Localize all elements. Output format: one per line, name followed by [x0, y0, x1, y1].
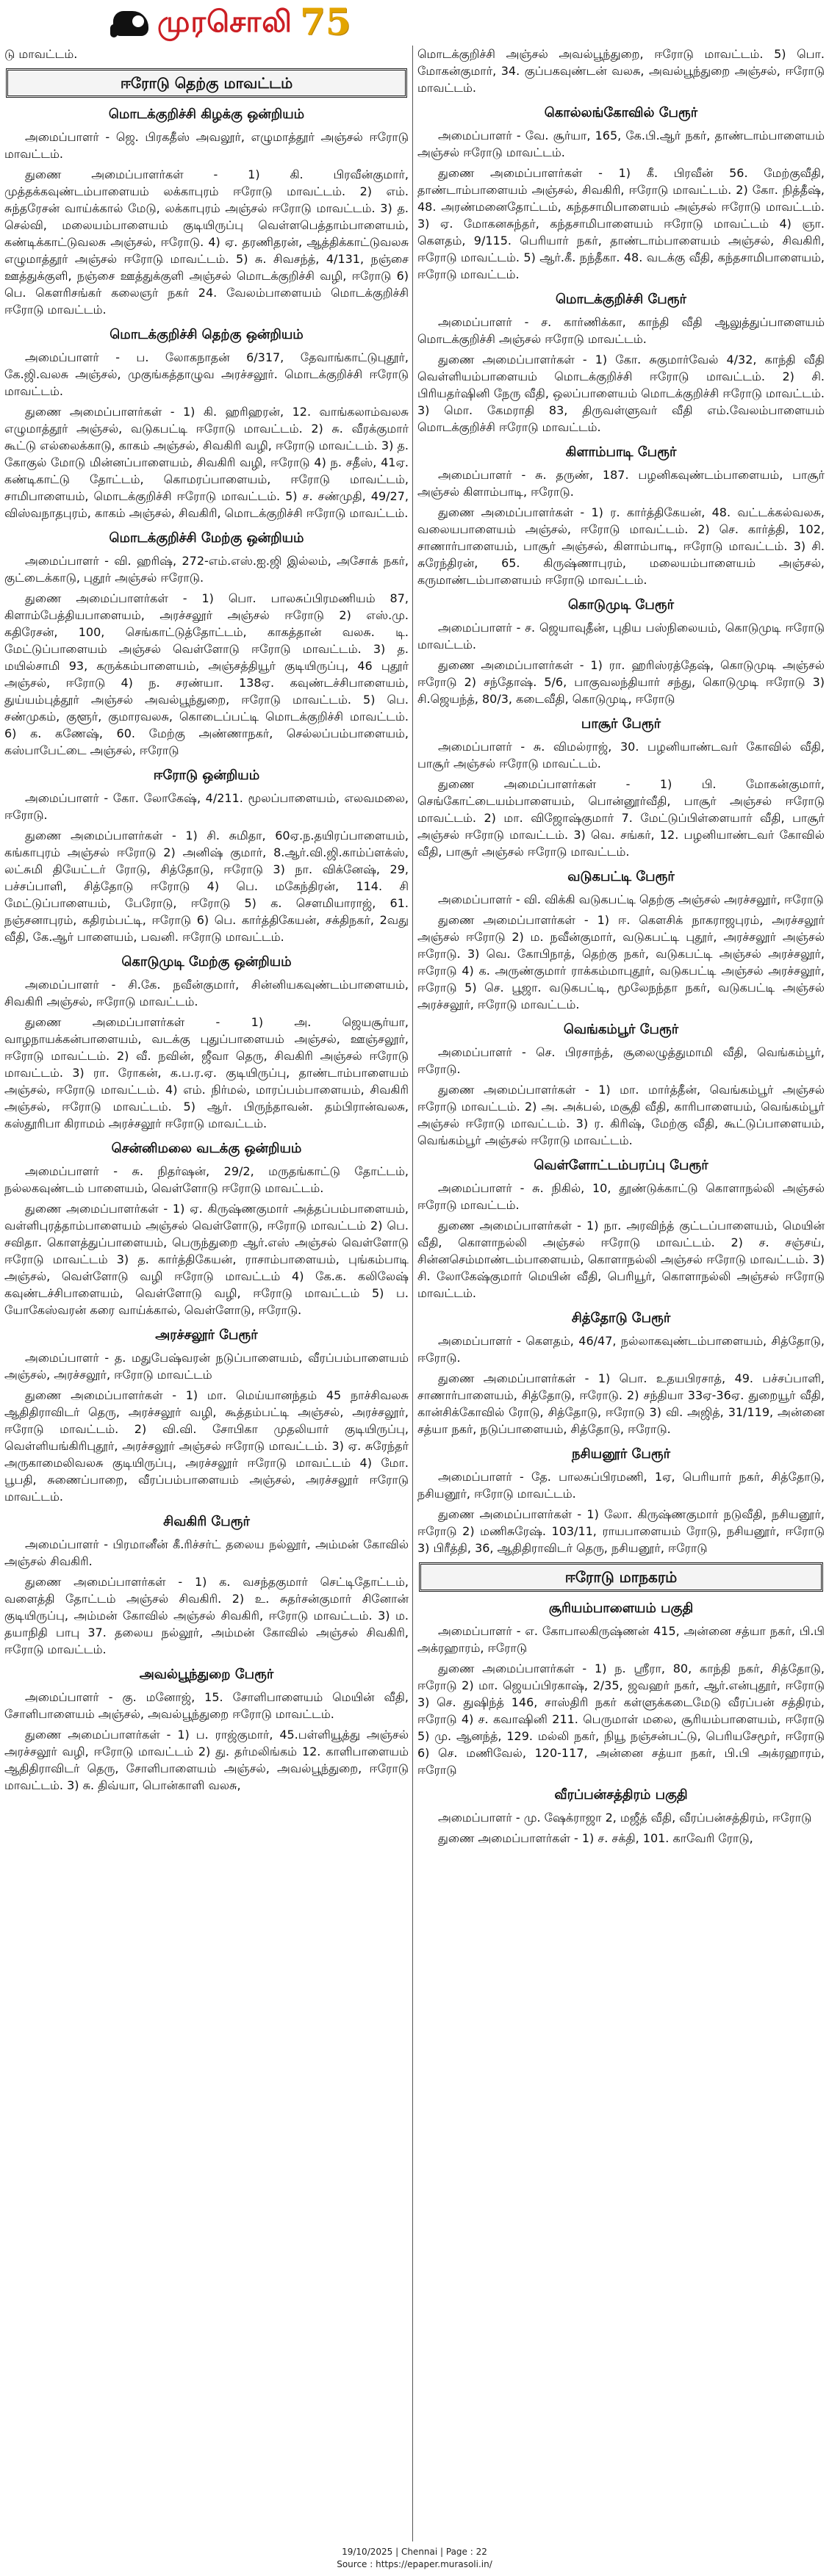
section-heading: மொடக்குறிச்சி கிழக்கு ஒன்றியம் — [108, 107, 305, 122]
member-paragraph: அமைப்பாளர் - ச. கார்ணிக்கா, காந்தி வீதி ஆலுத்துப்பாளையம் மொடக்குறிச்சி அஞ்சல் ஈரோடு மாவட்டம். — [417, 315, 825, 346]
newspaper-logo — [110, 1, 522, 43]
district-heading-box: ஈரோடு தெற்கு மாவட்டம் — [6, 68, 407, 98]
member-paragraph: துணை அமைப்பாளர்கள் - 1) ஏ. கிருஷ்ணகுமார் அத்தப்பம்பாளையம், வள்ளிபுரத்தாம்பாளையம் அஞ்சல் வெள்ளோடு, ஈரோடு மாவட்டம் 2) பெ. சவிதா. கொளத்துப்பாளையம், பெருந்துறை ஆர்.எஸ் அஞ்சல் வெள்ளோடு ஈரோடு மாவட்டம் 3) த. கார்த்திகேயன், ராசாம்பாளையம், புங்கம்பாடி அஞ்சல், வெள்ளோடு வழி ஈரோடு மாவட்டம் 4) கே.க. கலிலேஷ் கவுண்டச்சிபாளையம், வெள்ளோடு வழி, ஈரோடு மாவட்டம் 5) ப. யோகேஸ்வரன் கரை வாய்க்கால், வெள்ளோடு, ஈரோடு. — [4, 1202, 409, 1317]
member-paragraph: துணை அமைப்பாளர்கள் - 1) ச. சக்தி, 101. காவேரி ரோடு, — [438, 1831, 753, 1845]
member-paragraph: அமைப்பாளர் - வி. ஹரிஷ், 272-எம்.எஸ்.ஐ.ஜி இல்லம், அசோக் நகர், குட்டைக்காடு, புதூர் அஞ்சல் ஈரோடு. — [4, 554, 409, 585]
member-paragraph: துணை அமைப்பாளர்கள் - 1) ப. ராஜ்குமார், 45.பள்ளியூத்து அஞ்சல் அரச்சலூர் வழி, ஈரோடு மாவட்டம் 2) து. தர்மலிங்கம் 12. காளிபாளையம் ஆதிதிராவிடர் தெரு, சோளிபாளையம் அஞ்சல், அவல்பூந்துறை, ஈரோடு மாவட்டம். 3) சு. திவ்யா, பொன்காளி வலசு, — [4, 1728, 409, 1792]
section-heading: சிவகிரி பேரூர் — [163, 1514, 250, 1529]
page-footer — [0, 2546, 829, 2574]
section-heading: மொடக்குறிச்சி பேரூர் — [556, 292, 686, 307]
member-paragraph: அமைப்பாளர் - சு. நிகில், 10, தூண்டுக்காட்டு கொளாநல்லி அஞ்சல் ஈரோடு மாவட்டம். — [417, 1181, 825, 1212]
member-paragraph: அமைப்பாளர் - கு. மனோஜ், 15. சோளிபாளையம் மெயின் வீதி, சோளிபாளையம் அஞ்சல், அவல்பூந்துறை ஈரோடு மாவட்டம். — [4, 1690, 409, 1721]
member-paragraph: துணை அமைப்பாளர்கள் - 1) மா. மார்த்தீன், வெங்கம்பூர் அஞ்சல் ஈரோடு மாவட்டம். 2) அ. அக்பல், மசூதி வீதி, காரிபாளையம், வெங்கம்பூர் அஞ்சல் ஈரோடு மாவட்டம். 3) ர. கிரிஷ், மேற்கு வீதி, கூட்டுப்பாளையம், வெங்கம்பூர் அஞ்சல் ஈரோடு மாவட்டம். — [417, 1083, 825, 1147]
member-paragraph: துணை அமைப்பாளர்கள் - 1) நா. அரவிந்த் குட்டப்பாளையம், மெயின் வீதி, கொளாநல்லி அஞ்சல் ஈரோடு மாவட்டம். 2) ச. சஞ்சய், சின்னசெம்மாண்டம்பாளையம், கொளாநல்லி அஞ்சல் ஈரோடு மாவட்டம். 3) சி. லோகேஷ்குமார் மெயின் வீதி, பெரியூர், கொளாநல்லி அஞ்சல் ஈரோடு மாவட்டம். — [417, 1219, 825, 1300]
member-paragraph: துணை அமைப்பாளர்கள் - 1) ஈ. கௌசிக் நாகராஜபுரம், அரச்சலூர் அஞ்சல் ஈரோடு 2) ம. நவீன்குமார், வடுகபட்டி புதூர், அரச்சலூர் அஞ்சல் ஈரோடு. 3) வெ. கோபிநாத், தெற்கு நகர், வடுகபட்டி அஞ்சல் அரச்சலூர், ஈரோடு 4) க. அருண்குமார் ராக்கம்மாபுதூர், வடுகபட்டி அஞ்சல் அரச்சலூர், ஈரோடு 5) செ. பூஜா. வடுகபட்டி, மூலேநந்தா நகர், வடுகபட்டி அஞ்சல் அரச்சலூர், ஈரோடு மாவட்டம். — [417, 913, 825, 1011]
section-heading: நசியனூர் பேரூர் — [571, 1446, 670, 1462]
member-paragraph: துணை அமைப்பாளர்கள் - 1) கி. ஹரிஹரன், 12. வாங்கலாம்வலசு எழுமாத்தூர் அஞ்சல், வடுகபட்டி ஈரோடு மாவட்டம். 2) சு. வீரக்குமார் கூட்டு எல்லைக்காடு, காகம் அஞ்சல், சிவகிரி வழி, ஈரோடு மாவட்டம். 3) த. கோகுல் மோடு மின்னப்பாளையம், சிவகிரி வழி, ஈரோடு 4) ந. சதீஸ், 41ஏ. கண்டிகாட்டு தோட்டம், கொமரப்பாளையம், ஈரோடு மாவட்டம், சாமிபாளையம், மொடக்குறிச்சி ஈரோடு மாவட்டம். 5) ச. சண்முதி, 49/27, விஸ்வநாதபுரம், காகம் அஞ்சல், சிவகிரி, மொடக்குறிச்சி ஈரோடு மாவட்டம். — [4, 405, 409, 520]
column-divider — [412, 46, 413, 2541]
member-paragraph: துணை அமைப்பாளர்கள் - 1) பொ. பாலசுப்பிரமணியம் 87, கிளாம்பேத்தியபாளையம், அரச்சலூர் அஞ்சல் ஈரோடு 2) எஸ்.மு. கதிரேசன், 100, செங்காட்டுத்தோட்டம், காகத்தான் வலசு. டி. மேட்டுப்பாளையம் அஞ்சல் வெள்ளோடு ஈரோடு மாவட்டம். 3) த. மயில்சாமி 93, கருக்கம்பாளையம், அஞ்சத்தியூர் குடியிருப்பு, 46 புதூர் அஞ்சல், ஈரோடு 4) ந. சரண்யா. 138ஏ. கவுண்டச்சிபாளையம், துய்யம்புத்தூர் அஞ்சல் அவல்பூந்துறை, ஈரோடு மாவட்டம். 5) பெ. சண்முகம், குளூர், குமாரவலசு, கொடைப்பட்டி மொடக்குறிச்சி மாவட்டம். 6) க. கணேஷ், 60. மேற்கு அண்ணாநகர், செல்லப்பம்பாளையம், கஸ்பாபேட்டை அஞ்சல், ஈரோடு — [4, 591, 409, 757]
member-paragraph: துணை அமைப்பாளர்கள் - 1) கோ. சுகுமார்வேல் 4/32, காந்தி வீதி வெள்ளியம்பாளையம் மொடக்குறிச்சி ஈரோடு மாவட்டம். 2) சி. பிரியதர்ஷினி நேரு வீதி, ஒலப்பாளையம் மொடக்குறிச்சி ஈரோடு மாவட்டம். 3) மொ. கேமராதி 83, திருவள்ளுவர் வீதி எம்.வேலம்பாளையம் மொடக்குறிச்சி ஈரோடு மாவட்டம். — [417, 353, 825, 434]
section-heading: வீரப்பன்சத்திரம் பகுதி — [554, 1787, 688, 1803]
member-paragraph: துணை அமைப்பாளர்கள் - 1) பி. மோகன்குமார், செங்கோட்டையம்பாளையம், பொன்னூர்வீதி, பாசூர் அஞ்சல் ஈரோடு மாவட்டம். 2) மா. விஜோஷ்குமார் 7. மேட்டுப்பிள்ளையார் வீதி, பாசூர் அஞ்சல் ஈரோடு மாவட்டம். 3) வெ. சங்கர், 12. பழனியாண்டவர் கோவில் வீதி, பாசூர் அஞ்சல் ஈரோடு மாவட்டம். — [417, 777, 825, 859]
section-heading: சூரியம்பாளையம் பகுதி — [548, 1601, 694, 1616]
footer-source: Source : https://epaper.murasoli.in/ — [337, 2559, 492, 2569]
right-column — [417, 46, 825, 2541]
section-heading: ஈரோடு ஒன்றியம் — [153, 768, 260, 783]
member-paragraph: அமைப்பாளர் - வே. சூர்யா, 165, கே.பி.ஆர் நகர், தாண்டாம்பாளையம் அஞ்சல் ஈரோடு மாவட்டம். — [417, 129, 825, 159]
member-paragraph: அமைப்பாளர் - சு. தருண், 187. பழனிகவுண்டம்பாளையம், பாசூர் அஞ்சல் கிளாம்பாடி, ஈரோடு. — [417, 468, 825, 499]
section-heading: வெள்ளோட்டம்பரப்பு பேரூர் — [534, 1158, 708, 1173]
section-heading: மொடக்குறிச்சி தெற்கு ஒன்றியம் — [110, 327, 304, 342]
member-paragraph: அமைப்பாளர் - எ. கோபாலகிருஷ்ணன் 415, அன்னை சத்யா நகர், பி.பி அக்ரஹாரம், ஈரோடு — [417, 1624, 825, 1655]
section-heading: கொடுமுடி பேரூர் — [567, 597, 675, 613]
member-paragraph: துணை அமைப்பாளர்கள் - 1) பொ. உதயபிரசாத், 49. பச்சப்பாளி, சாணார்பாளையம், சித்தோடு, ஈரோடு. 2) சந்தியா 33ஏ-36ஏ. துறையூர் வீதி, கான்சிக்கோவில் ரோடு, சித்தோடு, ஈரோடு 3) வி. அஜித், 31/119, அன்னை சத்யா நகர், நடுப்பாளையம், சித்தோடு, ஈரோடு. — [417, 1371, 825, 1436]
section-heading: வடுகபட்டி பேரூர் — [567, 869, 675, 884]
masthead — [0, 0, 829, 44]
member-paragraph: துணை அமைப்பாளர்கள் - 1) மா. மெய்யானந்தம் 45 நாச்சிவலசு ஆதிதிராவிடர் தெரு, அரச்சலூர் வழி, கூத்தம்பட்டி அஞ்சல், அரச்சலூர், ஈரோடு மாவட்டம். 2) வி.வி. சோபிகா முதலியார் குடியிருப்பு, வெள்ளியங்கிரிபுதூர், அரச்சலூர் அஞ்சல் ஈரோடு மாவட்டம். 3) ஏ. சுரேந்தர் அருகாமைலிவலசு குடியிருப்பு, அரச்சலூர் ஈரோடு மாவட்டம் 4) மோ. பூபதி, சுணைப்பாறை, வீரப்பம்பாளையம் அஞ்சல், அரச்சலூர் ஈரோடு மாவட்டம். — [4, 1388, 409, 1504]
member-paragraph: துணை அமைப்பாளர்கள் - 1) ந. ஸ்ரீரா, 80, காந்தி நகர், சித்தோடு, ஈரோடு 2) மா. ஜெயப்பிரகாஷ், 2/35, ஜவஹர் நகர், ஆர்.என்புதூர், ஈரோடு 3) செ. துஷிந்த் 146, சாஸ்திரி நகர் கள்ளுக்கடைமேடு வீரப்பன் சத்திரம், ஈரோடு 4) ச. கவாஷினி 211. பெருமாள் மலை, சூரியம்பாளையம், ஈரோடு 5) மு. ஆனந்த், 129. மல்லி நகர், நியூ நஞ்சன்பட்டு, பெரியசேமூர், ஈரோடு 6) செ. மணிவேல், 120-117, அன்னை சத்யா நகர், பி.பி அக்ரஹாரம், ஈரோடு — [417, 1662, 825, 1777]
member-paragraph: அமைப்பாளர் - சி.கே. நவீன்குமார், சின்னியகவுண்டம்பாளையம், சிவகிரி அஞ்சல், ஈரோடு மாவட்டம். — [4, 978, 409, 1009]
section-heading: பாசூர் பேரூர் — [581, 716, 661, 732]
member-paragraph: அமைப்பாளர் - ஜெ. பிரகதீஸ் அவலூர், எழுமாத்தூர் அஞ்சல் ஈரோடு மாவட்டம். — [4, 130, 409, 161]
section-heading: கொல்லங்கோவில் பேரூர் — [544, 105, 698, 120]
drum-logo-icon — [110, 5, 151, 39]
member-paragraph: அமைப்பாளர் - சு. விமல்ராஜ், 30. பழனியாண்டவர் கோவில் வீதி, பாசூர் அஞ்சல் ஈரோடு மாவட்டம். — [417, 740, 825, 771]
member-paragraph: துணை அமைப்பாளர்கள் - 1) ரா. ஹரிஸ்ரத்தேஷ், கொடுமுடி அஞ்சல் ஈரோடு 2) சந்தோஷ். 5/6, பாகுவலந்தியார் சந்து, கொடுமுடி ஈரோடு 3) சி.ஜெயந்த், 80/3, கடைவீதி, கொடுமுடி, ஈரோடு — [417, 658, 825, 706]
member-paragraph: துணை அமைப்பாளர்கள் - 1) கி. பிரவீன்குமார், முத்தக்கவுண்டம்பாளையம் லக்காபுரம் ஈரோடு மாவட்டம். 2) எம். சுந்தரேசன் வாய்க்கால் மேடு, லக்காபுரம் அஞ்சல் ஈரோடு மாவட்டம். 3) த. செல்வி, மலையம்பாளையம் குடியிருப்பு வெள்ளபெத்தாம்பாளையம், கண்டிக்காட்டுவலசு அஞ்சல், ஈரோடு. 4) ஏ. தரணிதரன், ஆத்திக்காட்டுவலசு எழுமாத்தூர் அஞ்சல் ஈரோடு மாவட்டம். 5) சு. சிவசந்த், 4/131, நஞ்சை ஊத்துக்குளி, நஞ்சை ஊத்துக்குளி அஞ்சல் மொடக்குறிச்சி வழி, ஈரோடு 6) பெ. கௌரிசங்கர் கலைஞர் நகர் 24. வேலம்பாளையம் மொடக்குறிச்சி ஈரோடு மாவட்டம். — [4, 167, 409, 317]
member-paragraph: துணை அமைப்பாளர்கள் - 1) ர. கார்த்திகேயன், 48. வட்டக்கல்வலசு, வலையபாளையம் அஞ்சல், ஈரோடு மாவட்டம். 2) செ. கார்த்தி, 102, சாணார்பாளையம், பாசூர் அஞ்சல், கிளாம்பாடி, ஈரோடு மாவட்டம். 3) சி. சுரேந்திரன், 65. கிருஷ்ணாபுரம், மலையம்பாளையம் அஞ்சல், கருமாண்டம்பாளையம் ஈரோடு மாவட்டம். — [417, 505, 825, 587]
continued-text: டு மாவட்டம். — [4, 47, 78, 61]
member-paragraph: அமைப்பாளர் - வி. விக்கி வடுகபட்டி தெற்கு அஞ்சல் அரச்சலூர், ஈரோடு — [438, 892, 824, 906]
district-heading-box: ஈரோடு மாநகரம் — [419, 1562, 823, 1592]
member-paragraph: துணை அமைப்பாளர்கள் - 1) சி. சுமிதா, 60ஏ.ந.தயிரப்பாளையம், கங்காபுரம் அஞ்சல் ஈரோடு 2) அனிஷ் குமார், 8.ஆர்.வி.ஜி.காம்ப்ளக்ஸ், லட்சுமி தியேட்டர் ரோடு, சித்தோடு, ஈரோடு 3) நா. விக்னேஷ், 29, பச்சப்பாளி, சித்தோடு ஈரோடு 4) பெ. மகேந்திரன், 114. சி மேட்டுப்பாளையம், பேரோடு, ஈரோடு 5) க. சௌமியாராஜ், 61. நஞ்சனாபுரம், கதிரம்பட்டி, ஈரோடு 6) பெ. கார்த்திகேயன், சக்திநகர், 2வது வீதி, கே.ஆர் பாளையம், பவனி. ஈரோடு மாவட்டம். — [4, 829, 409, 944]
anniversary-emblem: 75 — [300, 0, 351, 43]
member-paragraph: அமைப்பாளர் - மு. ஷேக்ராஜா 2, மஜீத் வீதி, வீரப்பன்சத்திரம், ஈரோடு — [438, 1811, 812, 1825]
member-paragraph: அமைப்பாளர் - ச. ஜெயாவுதீன், புதிய பஸ்நிலையம், கொடுமுடி ஈரோடு மாவட்டம். — [417, 621, 825, 652]
section-heading: அவல்பூந்துறை பேரூர் — [139, 1667, 274, 1682]
member-paragraph: அமைப்பாளர் - கௌதம், 46/47, நல்லாகவுண்டம்பாளையம், சித்தோடு, ஈரோடு. — [417, 1334, 825, 1365]
section-heading: அரச்சலூர் பேரூர் — [155, 1327, 258, 1343]
member-paragraph: அமைப்பாளர் - ப. லோகநாதன் 6/317, தேவாங்காட்டுபுதூர், கே.ஜி.வலசு அஞ்சல், முகுங்கத்தாழுவ அரச்சலூர். மொடக்குறிச்சி ஈரோடு மாவட்டம். — [4, 350, 409, 398]
member-paragraph: அமைப்பாளர் - சு. நிதர்ஷன், 29/2, மருதங்காட்டு தோட்டம், நல்லகவுண்டம் பாளையம், வெள்ளோடு ஈரோடு மாவட்டம். — [4, 1164, 409, 1195]
member-paragraph: அமைப்பாளர் - த. மதுபேஷ்வரன் நடுப்பாளையம், வீரப்பம்பாளையம் அஞ்சல், அரச்சலூர், ஈரோடு மாவட்டம் — [4, 1351, 409, 1382]
member-paragraph: அமைப்பாளர் - செ. பிரசாந்த், சூலைழுத்துமாமி வீதி, வெங்கம்பூர், ஈரோடு. — [417, 1045, 825, 1076]
member-paragraph: அமைப்பாளர் - தே. பாலசுப்பிரமணி, 1ஏ, பெரியார் நகர், சித்தோடு, நசியனூர், ஈரோடு மாவட்டம். — [417, 1470, 825, 1501]
section-heading: மொடக்குறிச்சி மேற்கு ஒன்றியம் — [109, 530, 304, 546]
member-paragraph: அமைப்பாளர் - பிரமானீன் கீ.ரிச்சர்ட் தலைய நல்லூர், அம்மன் கோவில் அஞ்சல் சிவகிரி. — [4, 1537, 409, 1568]
member-paragraph: துணை அமைப்பாளர்கள் - 1) கீ. பிரவீன் 56. மேற்குவீதி, தாண்டாம்பாளையம் அஞ்சல், சிவகிரி, ஈரோடு மாவட்டம். 2) கோ. நித்தீஷ், 48. அரண்மனைதோட்டம், கந்தசாமிபாளையம் அஞ்சல் ஈரோடு மாவட்டம். 3) ஏ. மோகனசுந்தர், கந்தசாமிபாளையம் ஈரோடு மாவட்டம் 4) ஞா. கௌதம், 9/115. பெரியார் நகர், தாண்டாம்பாளையம் அஞ்சல், சிவகிரி, ஈரோடு மாவட்டம். 5) ஆர்.கீ. நந்தீகா. 48. வடக்கு வீதி, கந்தசாமிபாளையம், ஈரோடு மாவட்டம். — [417, 166, 825, 281]
left-column — [4, 46, 409, 2541]
continued-text: மொடக்குறிச்சி அஞ்சல் அவல்பூந்துறை, ஈரோடு மாவட்டம். 5) பொ. மோகன்குமார், 34. குப்பகவுண்டன் வலசு, அவல்பூந்துறை அஞ்சல், ஈரோடு மாவட்டம். — [417, 47, 825, 95]
newspaper-title: முரசொலி — [157, 4, 293, 39]
member-paragraph: அமைப்பாளர் - கோ. லோகேஷ், 4/211. மூலப்பாளையம், எலவமலை, ஈரோடு. — [4, 791, 409, 822]
section-heading: கொடுமுடி மேற்கு ஒன்றியம் — [121, 954, 292, 970]
section-heading: வெங்கம்பூர் பேரூர் — [563, 1022, 679, 1037]
member-paragraph: துணை அமைப்பாளர்கள் - 1) லோ. கிருஷ்ணகுமார் நடுவீதி, நசியனூர், ஈரோடு 2) மணிசுரேஷ். 103/11, ராயபாளையம் ரோடு, நசியனூர், ஈரோடு 3) பிரீத்தி, 36, ஆதிதிராவிடர் தெரு, நசியனூர், ஈரோடு — [417, 1507, 825, 1555]
footer-date-page: 19/10/2025 | Chennai | Page : 22 — [342, 2547, 487, 2557]
member-paragraph: துணை அமைப்பாளர்கள் - 1) அ. ஜெயசூர்யா, வாழநாயக்கன்பாளையம், வடக்கு புதுப்பாளையம் அஞ்சல், ஊஞ்சலூர், ஈரோடு மாவட்டம். 2) வீ. நவின், ஜீவா தெரு, சிவகிரி அஞ்சல் ஈரோடு மாவட்டம். 3) ரா. ரோகன், க.ப.ர.ஏ. குடியிருப்பு, தாண்டாம்பாளையம் அஞ்சல், ஈரோடு மாவட்டம். 4) எம். நிர்மல், மாரப்பம்பாளையம், சிவகிரி அஞ்சல், ஈரோடு மாவட்டம். 5) ஆர். பிருந்தாவன். தம்பிரான்வலசு, கஸ்தூரிபா கிராமம் அரச்சலூர் ஈரோடு மாவட்டம். — [4, 1015, 409, 1130]
section-heading: சித்தோடு பேரூர் — [571, 1310, 671, 1326]
section-heading: கிளாம்பாடி பேரூர் — [565, 444, 677, 460]
section-heading: சென்னிமலை வடக்கு ஒன்றியம் — [111, 1141, 302, 1156]
member-paragraph: துணை அமைப்பாளர்கள் - 1) க. வசந்தகுமார் செட்டிதோட்டம், வளைத்தி தோட்டம் அஞ்சல் சிவகிரி. 2) உ. சுதர்சன்குமார் சினோன் குடியிருப்பு, அம்மன் கோவில் அஞ்சல் சிவகிரி, ஈரோடு மாவட்டம். 3) ம. தயாநிதி பாபு 37. தலைய நல்லூர், அம்மன் கோவில் அஞ்சல் சிவகிரி, ஈரோடு மாவட்டம். — [4, 1575, 409, 1656]
